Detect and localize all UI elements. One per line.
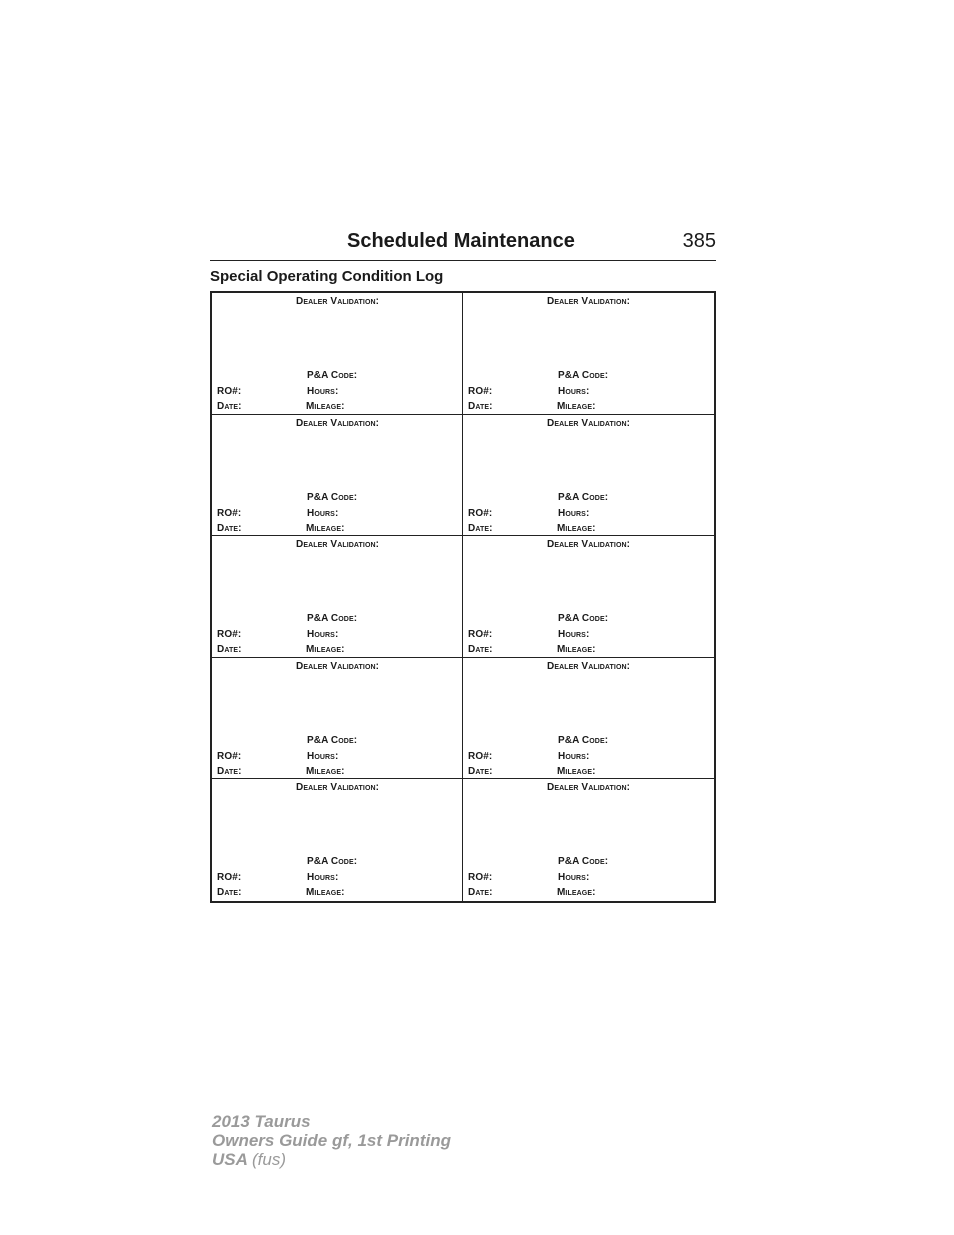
page-number: 385 bbox=[682, 230, 716, 252]
hours-label: Hours: bbox=[307, 629, 339, 641]
pa-code-label: P&A Code: bbox=[307, 491, 358, 503]
log-title: Special Operating Condition Log bbox=[210, 268, 444, 285]
dealer-validation-label: Dealer Validation: bbox=[547, 296, 631, 307]
dealer-validation-label: Dealer Validation: bbox=[547, 539, 631, 551]
date-label: Date: bbox=[468, 887, 493, 899]
dealer-validation-label: Dealer Validation: bbox=[296, 417, 380, 429]
dealer-validation-label: Dealer Validation: bbox=[547, 782, 631, 794]
hours-label: Hours: bbox=[307, 750, 339, 762]
mileage-label: Mileage: bbox=[557, 887, 596, 899]
maintenance-log-grid bbox=[210, 291, 716, 903]
ro-number-label: RO#: bbox=[217, 629, 242, 641]
footer-region-code: USA bbox=[212, 1150, 248, 1169]
mileage-label: Mileage: bbox=[306, 765, 345, 777]
dealer-validation-label: Dealer Validation: bbox=[296, 782, 380, 794]
log-entry-cell bbox=[463, 658, 714, 780]
log-entry-cell bbox=[212, 779, 463, 901]
mileage-label: Mileage: bbox=[306, 887, 345, 899]
date-label: Date: bbox=[217, 765, 242, 777]
date-label: Date: bbox=[217, 401, 242, 412]
document-footer bbox=[212, 1112, 451, 1169]
log-entry-cell bbox=[463, 415, 714, 537]
hours-label: Hours: bbox=[558, 507, 590, 519]
ro-number-label: RO#: bbox=[468, 507, 493, 519]
mileage-label: Mileage: bbox=[306, 401, 345, 412]
log-entry-cell bbox=[212, 658, 463, 780]
hours-label: Hours: bbox=[558, 386, 590, 397]
date-label: Date: bbox=[217, 887, 242, 899]
log-entry-cell bbox=[463, 779, 714, 901]
log-entry-cell bbox=[463, 293, 714, 415]
pa-code-label: P&A Code: bbox=[558, 491, 609, 503]
hours-label: Hours: bbox=[558, 750, 590, 762]
ro-number-label: RO#: bbox=[217, 750, 242, 762]
log-entry-cell bbox=[212, 536, 463, 658]
pa-code-label: P&A Code: bbox=[307, 734, 358, 746]
dealer-validation-label: Dealer Validation: bbox=[296, 660, 380, 672]
mileage-label: Mileage: bbox=[557, 644, 596, 656]
date-label: Date: bbox=[217, 522, 242, 534]
footer-model: 2013 Taurus bbox=[212, 1112, 311, 1131]
dealer-validation-label: Dealer Validation: bbox=[296, 539, 380, 551]
page-header bbox=[210, 230, 716, 261]
footer-guide: Owners Guide gf, 1st Printing bbox=[212, 1131, 451, 1150]
hours-label: Hours: bbox=[307, 507, 339, 519]
pa-code-label: P&A Code: bbox=[558, 613, 609, 625]
date-label: Date: bbox=[468, 522, 493, 534]
hours-label: Hours: bbox=[558, 872, 590, 884]
date-label: Date: bbox=[468, 765, 493, 777]
mileage-label: Mileage: bbox=[557, 401, 596, 412]
ro-number-label: RO#: bbox=[468, 872, 493, 884]
mileage-label: Mileage: bbox=[557, 765, 596, 777]
dealer-validation-label: Dealer Validation: bbox=[547, 660, 631, 672]
ro-number-label: RO#: bbox=[217, 386, 242, 397]
date-label: Date: bbox=[468, 401, 493, 412]
ro-number-label: RO#: bbox=[468, 386, 493, 397]
log-entry-cell bbox=[463, 536, 714, 658]
log-entry-cell bbox=[212, 293, 463, 415]
footer-region-sub: (fus) bbox=[252, 1150, 286, 1169]
section-title: Scheduled Maintenance bbox=[347, 230, 575, 252]
pa-code-label: P&A Code: bbox=[558, 734, 609, 746]
pa-code-label: P&A Code: bbox=[307, 613, 358, 625]
date-label: Date: bbox=[217, 644, 242, 656]
mileage-label: Mileage: bbox=[557, 522, 596, 534]
pa-code-label: P&A Code: bbox=[307, 370, 358, 381]
log-entry-cell bbox=[212, 415, 463, 537]
dealer-validation-label: Dealer Validation: bbox=[547, 417, 631, 429]
pa-code-label: P&A Code: bbox=[558, 856, 609, 868]
date-label: Date: bbox=[468, 644, 493, 656]
ro-number-label: RO#: bbox=[468, 629, 493, 641]
hours-label: Hours: bbox=[307, 386, 339, 397]
pa-code-label: P&A Code: bbox=[307, 856, 358, 868]
footer-region bbox=[212, 1150, 451, 1169]
mileage-label: Mileage: bbox=[306, 644, 345, 656]
mileage-label: Mileage: bbox=[306, 522, 345, 534]
ro-number-label: RO#: bbox=[468, 750, 493, 762]
pa-code-label: P&A Code: bbox=[558, 370, 609, 381]
hours-label: Hours: bbox=[558, 629, 590, 641]
ro-number-label: RO#: bbox=[217, 507, 242, 519]
hours-label: Hours: bbox=[307, 872, 339, 884]
dealer-validation-label: Dealer Validation: bbox=[296, 296, 380, 307]
ro-number-label: RO#: bbox=[217, 872, 242, 884]
